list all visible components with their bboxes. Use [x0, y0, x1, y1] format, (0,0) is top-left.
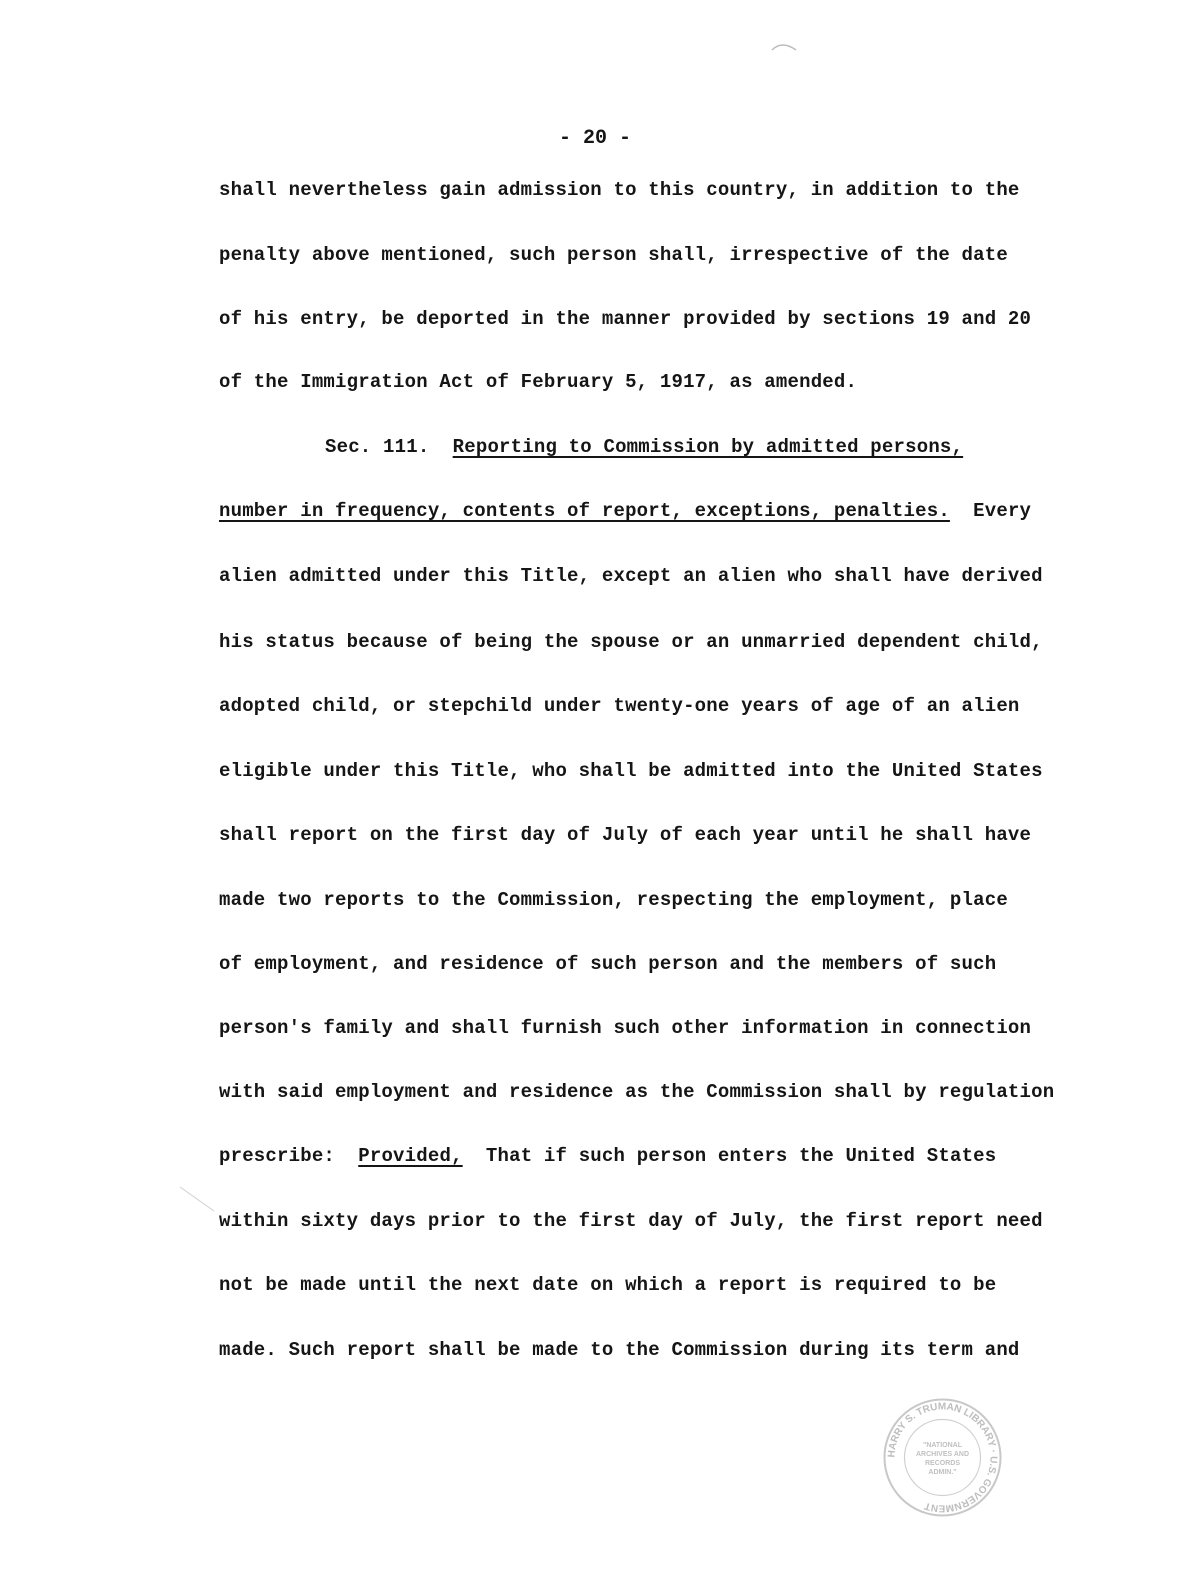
section-number: Sec. 111. — [325, 436, 430, 458]
text-line-15: with said employment and residence as the Commission shall by regulation — [219, 1081, 1055, 1103]
text-fragment: Every — [973, 500, 1032, 522]
text-line-1: shall nevertheless gain admission to this country, in addition to the — [219, 179, 1020, 201]
svg-text:"NATIONAL: "NATIONAL — [923, 1442, 962, 1449]
page-number: - 20 - — [558, 127, 631, 150]
text-line-17: within sixty days prior to the first day of July, the first report need — [219, 1210, 1043, 1232]
text-line-14: person's family and shall furnish such other information in connection — [219, 1017, 1032, 1039]
svg-text:RECORDS: RECORDS — [924, 1460, 961, 1467]
text-line-18: not be made until the next date on which a report is required to be — [219, 1274, 997, 1296]
text-line-7: alien admitted under this Title, except an alien who shall have derived — [219, 565, 1043, 587]
text-line-4: of the Immigration Act of February 5, 1917, as amended. — [219, 371, 858, 393]
scan-mark — [178, 1185, 218, 1215]
section-heading-line-1 — [325, 435, 963, 459]
scan-mark — [770, 38, 800, 54]
svg-text:ARCHIVES AND: ARCHIVES AND — [915, 1451, 970, 1458]
svg-text:HARRY S. TRUMAN LIBRARY · U.S.: HARRY S. TRUMAN LIBRARY · U.S. GOVERNMENT — [886, 1401, 999, 1514]
section-heading-line-2 — [219, 499, 1031, 523]
text-line-2: penalty above mentioned, such person shall, irrespective of the date — [219, 244, 1008, 266]
text-line-3: of his entry, be deported in the manner provided by sections 19 and 20 — [219, 308, 1032, 330]
text-line-19: made. Such report shall be made to the Commission during its term and — [219, 1339, 1020, 1361]
provided-clause: Provided, — [358, 1145, 463, 1167]
text-line-9: adopted child, or stepchild under twenty-one years of age of an alien — [219, 695, 1020, 717]
section-title: Reporting to Commission by admitted persons, — [452, 436, 964, 458]
text-line-10: eligible under this Title, who shall be admitted into the United States — [219, 760, 1043, 782]
text-line-8: his status because of being the spouse or an unmarried dependent child, — [219, 631, 1043, 653]
svg-text:ADMIN.": ADMIN." — [928, 1469, 957, 1476]
text-line-13: of employment, and residence of such person and the members of such — [219, 953, 997, 975]
section-title-continued: number in frequency, contents of report, exceptions, penalties. — [219, 500, 950, 522]
text-fragment: That if such person enters the United States — [485, 1145, 997, 1167]
text-line-12: made two reports to the Commission, respecting the employment, place — [219, 889, 1008, 911]
library-stamp — [880, 1395, 1005, 1520]
text-line-11: shall report on the first day of July of each year until he shall have — [219, 824, 1032, 846]
text-line-16 — [219, 1144, 996, 1168]
text-fragment: prescribe: — [219, 1145, 336, 1167]
